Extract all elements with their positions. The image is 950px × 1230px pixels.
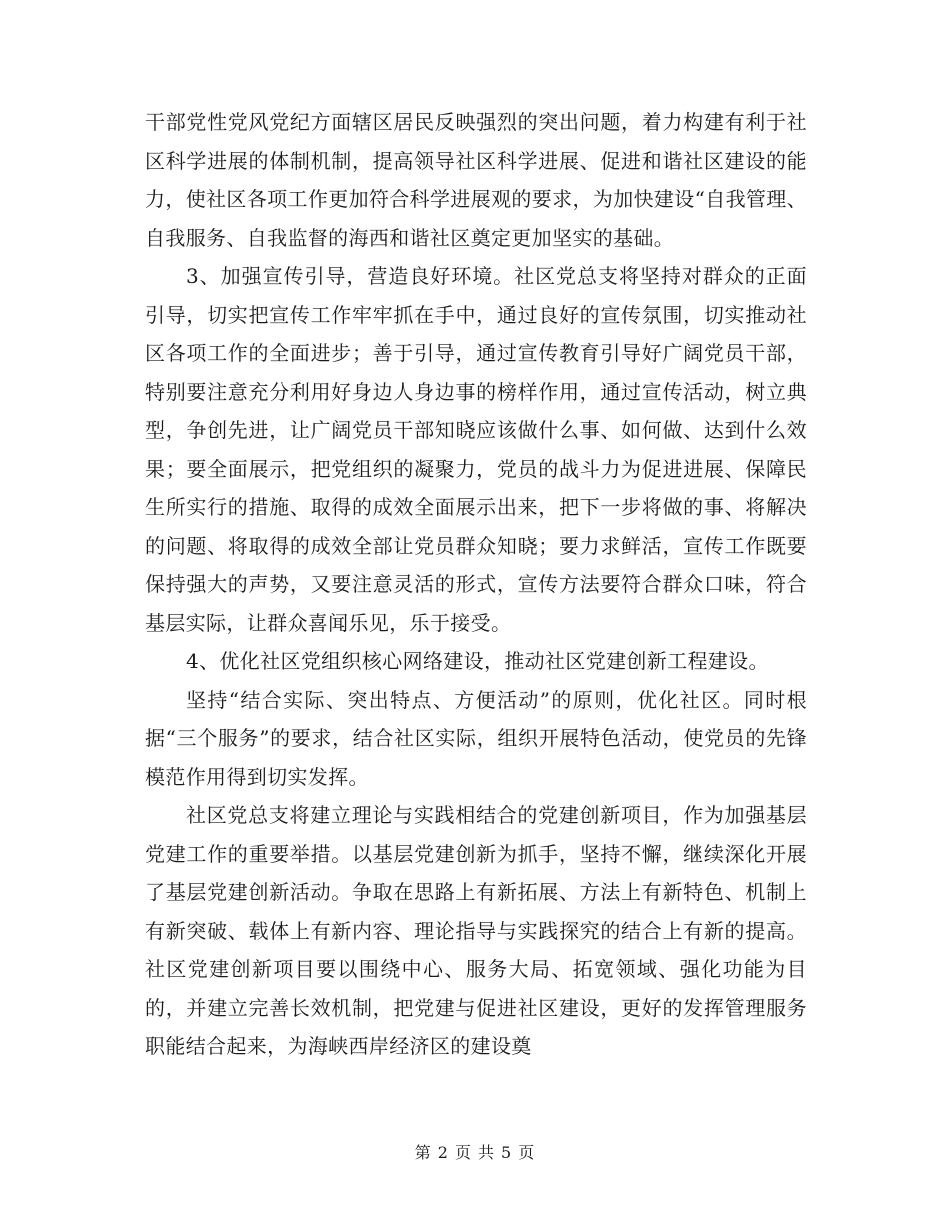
paragraph-item-4-heading: 4、优化社区党组织核心网络建设，推动社区党建创新工程建设。 [186, 649, 769, 673]
footer-total-pages: 5 [501, 1143, 513, 1162]
paragraph-item-3-publicity: 3、加强宣传引导，营造良好环境。社区党总支将坚持对群众的正面引导，切实把宣传工作牢牢抓在手中，通过良好的宣传氛围，切实推动社区各项工作的全面进步；善于引导，通过宣传教育引导好广阔党员干部，特别要注意充分利用好身边人身边事的榜样作用，通过宣传活动，树立典型，争创先进，让广阔党员干部知晓应该做什么事、如何做、达到什么效果；要全面展示，把党组织的凝聚力，党员的战斗力为促进进展、保障民生所实行的措施、取得的成效全面展示出来，把下一步将做的事、将解决的问题、将取得的成效全部让党员群众知晓；要力求鲜活，宣传工作既要保持强大的声势，又要注意灵活的形式，宣传方法要符合群众口味，符合基层实际，让群众喜闻乐见，乐于接受。 [145, 264, 807, 635]
footer-page-word: 页 [454, 1143, 472, 1162]
footer-prefix: 第 [414, 1143, 432, 1162]
document-body [145, 103, 807, 1066]
footer-total-word: 共 [478, 1143, 496, 1162]
footer-suffix: 页 [518, 1143, 536, 1162]
paragraph-principles: 坚持“结合实际、突出特点、方便活动”的原则，优化社区。同时根据“三个服务”的要求，结合社区实际，组织开展特色活动，使党员的先锋模范作用得到切实发挥。 [145, 687, 807, 789]
paragraph-continuation: 干部党性党风党纪方面辖区居民反映强烈的突出问题，着力构建有利于社区科学进展的体制机制，提高领导社区科学进展、促进和谐社区建设的能力，使社区各项工作更加符合科学进展观的要求，为加快建设“自我管理、自我服务、自我监督的海西和谐社区奠定更加坚实的基础。 [145, 110, 807, 250]
footer-current-page: 2 [437, 1143, 449, 1162]
page-footer [0, 1140, 950, 1163]
paragraph-innovation-projects: 社区党总支将建立理论与实践相结合的党建创新项目，作为加强基层党建工作的重要举措。以基层党建创新为抓手，坚持不懈，继续深化开展了基层党建创新活动。争取在思路上有新拓展、方法上有新特色、机制上有新突破、载体上有新内容、理论指导与实践探究的结合上有新的提高。社区党建创新项目要以围绕中心、服务大局、拓宽领域、强化功能为目的，并建立完善长效机制，把党建与促进社区建设，更好的发挥管理服务职能结合起来，为海峡西岸经济区的建设奠 [145, 803, 807, 1058]
